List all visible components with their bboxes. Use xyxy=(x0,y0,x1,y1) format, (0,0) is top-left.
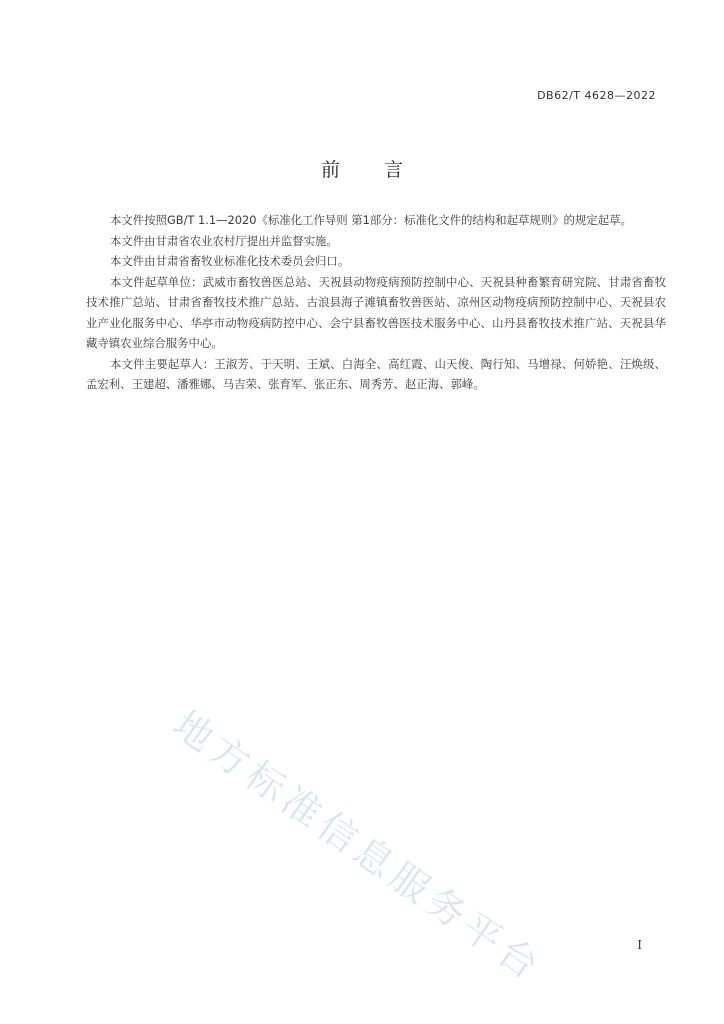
paragraph-proposer: 本文件由甘肃省农业农村厅提出并监督实施。 xyxy=(110,233,338,248)
standard-code: DB62/T 4628—2022 xyxy=(537,89,656,102)
paragraph-drafters: 本文件主要起草人：王淑芳、于天明、王斌、白海全、高红霞、山天俊、陶行知、马增禄、何娇艳、汪焕级、孟宏利、王建超、潘雅娜、马吉荣、张育军、张正东、周秀芳、赵正海、郭峰。 xyxy=(86,356,666,391)
page-number: I xyxy=(637,938,642,952)
watermark: 地方标准信息服务平台 xyxy=(165,702,552,991)
paragraph-committee: 本文件由甘肃省畜牧业标准化技术委员会归口。 xyxy=(110,254,350,268)
page-title: 前言 xyxy=(320,159,447,181)
paragraph-drafting-rules: 本文件按照GB/T 1.1—2020《标准化工作导则 第1部分：标准化文件的结构和起草规则》的规定起草。 xyxy=(110,213,632,227)
paragraph-drafting-units: 本文件起草单位：武威市畜牧兽医总站、天祝县动物疫病预防控制中心、天祝县种畜繁育研究院、甘肃省畜牧技术推广总站、甘肃省畜牧技术推广总站、古浪县海子滩镇畜牧兽医站、凉州区动物疫病预防控制中心、天祝县农业产业化服务中心、华亭市动物疫病防控中心、会宁县畜牧兽医技术服务中心、山丹县畜牧技术推广站、天祝县华藏寺镇农业综合服务中心。 xyxy=(86,274,666,350)
foreword-body xyxy=(86,210,666,395)
